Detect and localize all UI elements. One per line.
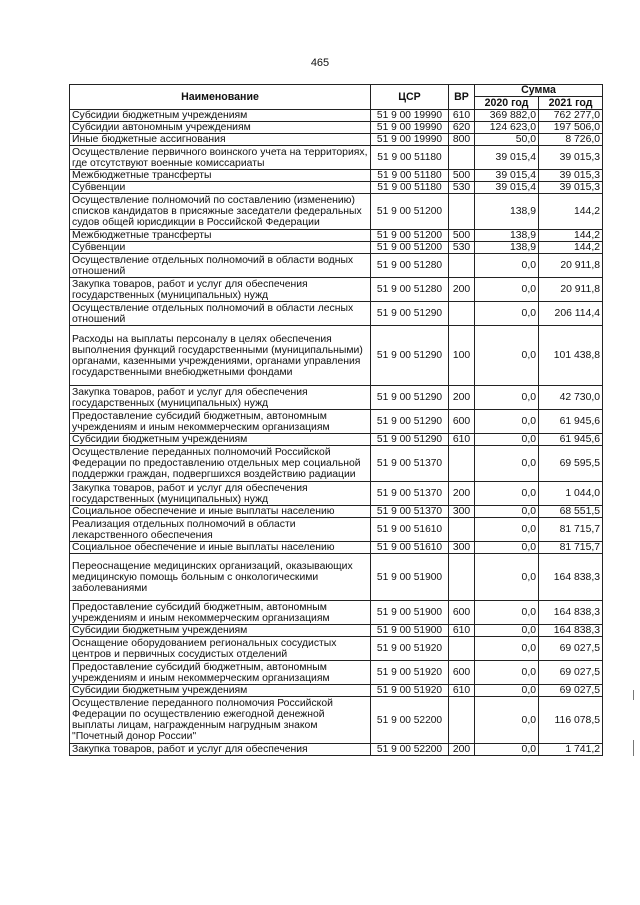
row-amount-2020: 0,0 bbox=[475, 446, 539, 482]
row-csr: 51 9 00 51900 bbox=[371, 601, 449, 625]
row-name: Осуществление полномочий по составлению (изменению) списков кандидатов в присяжные заседатели федеральных судов общей юрисдикции в Российской Федерации bbox=[70, 194, 371, 230]
row-amount-2021: 39 015,3 bbox=[539, 182, 603, 194]
row-name: Реализация отдельных полномочий в области лекарственного обеспечения bbox=[70, 518, 371, 542]
table-header bbox=[70, 85, 603, 110]
row-csr: 51 9 00 51920 bbox=[371, 661, 449, 685]
row-amount-2020: 50,0 bbox=[475, 134, 539, 146]
row-amount-2021: 206 114,4 bbox=[539, 302, 603, 326]
row-vr: 200 bbox=[449, 386, 475, 410]
row-vr bbox=[449, 302, 475, 326]
row-csr: 51 9 00 51200 bbox=[371, 230, 449, 242]
row-amount-2020: 0,0 bbox=[475, 661, 539, 685]
row-amount-2020: 369 882,0 bbox=[475, 110, 539, 122]
row-name: Переоснащение медицинских организаций, оказывающих медицинскую помощь больным с онкологическими заболеваниями bbox=[70, 554, 371, 601]
row-vr: 600 bbox=[449, 410, 475, 434]
table-row bbox=[70, 194, 603, 230]
row-vr bbox=[449, 518, 475, 542]
row-csr: 51 9 00 19990 bbox=[371, 134, 449, 146]
row-vr bbox=[449, 254, 475, 278]
row-vr: 200 bbox=[449, 278, 475, 302]
row-amount-2021: 68 551,5 bbox=[539, 506, 603, 518]
row-csr: 51 9 00 51180 bbox=[371, 182, 449, 194]
row-amount-2020: 0,0 bbox=[475, 386, 539, 410]
header-year-2021: 2021 год bbox=[539, 97, 603, 110]
header-name: Наименование bbox=[70, 85, 371, 110]
row-name: Предоставление субсидий бюджетным, автономным учреждениям и иным некоммерческим организациям bbox=[70, 410, 371, 434]
row-csr: 51 9 00 51200 bbox=[371, 242, 449, 254]
row-vr bbox=[449, 194, 475, 230]
row-name: Закупка товаров, работ и услуг для обеспечения государственных (муниципальных) нужд bbox=[70, 278, 371, 302]
row-amount-2020: 0,0 bbox=[475, 554, 539, 601]
row-amount-2021: 8 726,0 bbox=[539, 134, 603, 146]
row-csr: 51 9 00 51920 bbox=[371, 637, 449, 661]
row-name: Субвенции bbox=[70, 182, 371, 194]
row-amount-2020: 0,0 bbox=[475, 685, 539, 697]
row-vr: 610 bbox=[449, 625, 475, 637]
row-csr: 51 9 00 52200 bbox=[371, 744, 449, 756]
row-amount-2021: 81 715,7 bbox=[539, 518, 603, 542]
row-amount-2021: 69 027,5 bbox=[539, 685, 603, 697]
row-csr: 51 9 00 51290 bbox=[371, 326, 449, 386]
row-vr bbox=[449, 697, 475, 744]
row-amount-2021: 39 015,3 bbox=[539, 146, 603, 170]
row-amount-2020: 0,0 bbox=[475, 434, 539, 446]
row-csr: 51 9 00 51280 bbox=[371, 278, 449, 302]
row-vr bbox=[449, 554, 475, 601]
row-name: Оснащение оборудованием региональных сосудистых центров и первичных сосудистых отделений bbox=[70, 637, 371, 661]
row-name: Субсидии бюджетным учреждениям bbox=[70, 110, 371, 122]
row-vr: 500 bbox=[449, 170, 475, 182]
table-row bbox=[70, 744, 603, 756]
row-vr bbox=[449, 146, 475, 170]
row-amount-2020: 0,0 bbox=[475, 326, 539, 386]
row-vr: 500 bbox=[449, 230, 475, 242]
row-amount-2020: 39 015,4 bbox=[475, 146, 539, 170]
row-amount-2020: 0,0 bbox=[475, 542, 539, 554]
row-csr: 51 9 00 51370 bbox=[371, 446, 449, 482]
row-amount-2021: 101 438,8 bbox=[539, 326, 603, 386]
row-amount-2020: 0,0 bbox=[475, 302, 539, 326]
row-amount-2021: 164 838,3 bbox=[539, 601, 603, 625]
table-row bbox=[70, 637, 603, 661]
table-row bbox=[70, 410, 603, 434]
row-csr: 51 9 00 51610 bbox=[371, 542, 449, 554]
row-amount-2021: 1 741,2 bbox=[539, 744, 603, 756]
row-amount-2021: 762 277,0 bbox=[539, 110, 603, 122]
row-amount-2020: 138,9 bbox=[475, 194, 539, 230]
row-amount-2021: 116 078,5 bbox=[539, 697, 603, 744]
row-amount-2020: 138,9 bbox=[475, 230, 539, 242]
row-amount-2020: 39 015,4 bbox=[475, 170, 539, 182]
row-amount-2021: 39 015,3 bbox=[539, 170, 603, 182]
row-vr: 600 bbox=[449, 601, 475, 625]
row-amount-2020: 0,0 bbox=[475, 625, 539, 637]
row-amount-2020: 0,0 bbox=[475, 697, 539, 744]
scan-edge-mark bbox=[633, 690, 634, 700]
row-name: Социальное обеспечение и иные выплаты населению bbox=[70, 506, 371, 518]
row-name: Закупка товаров, работ и услуг для обеспечения bbox=[70, 744, 371, 756]
row-vr: 300 bbox=[449, 542, 475, 554]
row-name: Осуществление отдельных полномочий в области водных отношений bbox=[70, 254, 371, 278]
row-vr: 200 bbox=[449, 482, 475, 506]
row-amount-2021: 61 945,6 bbox=[539, 410, 603, 434]
table-row bbox=[70, 110, 603, 122]
table-body bbox=[70, 110, 603, 756]
row-amount-2021: 69 595,5 bbox=[539, 446, 603, 482]
table-row bbox=[70, 326, 603, 386]
table-row bbox=[70, 278, 603, 302]
row-csr: 51 9 00 51280 bbox=[371, 254, 449, 278]
header-csr: ЦСР bbox=[371, 85, 449, 110]
row-vr: 800 bbox=[449, 134, 475, 146]
table-row bbox=[70, 254, 603, 278]
row-amount-2020: 0,0 bbox=[475, 278, 539, 302]
row-name: Закупка товаров, работ и услуг для обеспечения государственных (муниципальных) нужд bbox=[70, 386, 371, 410]
row-amount-2020: 0,0 bbox=[475, 410, 539, 434]
row-name: Социальное обеспечение и иные выплаты населению bbox=[70, 542, 371, 554]
row-amount-2020: 124 623,0 bbox=[475, 122, 539, 134]
table-row bbox=[70, 302, 603, 326]
row-vr: 610 bbox=[449, 110, 475, 122]
page-number: 465 bbox=[310, 57, 330, 69]
row-amount-2020: 0,0 bbox=[475, 601, 539, 625]
table-row bbox=[70, 434, 603, 446]
row-csr: 51 9 00 19990 bbox=[371, 110, 449, 122]
row-name: Субвенции bbox=[70, 242, 371, 254]
row-amount-2020: 0,0 bbox=[475, 518, 539, 542]
row-amount-2021: 20 911,8 bbox=[539, 278, 603, 302]
row-amount-2020: 0,0 bbox=[475, 254, 539, 278]
row-vr bbox=[449, 637, 475, 661]
row-amount-2021: 164 838,3 bbox=[539, 625, 603, 637]
table-row bbox=[70, 661, 603, 685]
row-csr: 51 9 00 51370 bbox=[371, 506, 449, 518]
row-csr: 51 9 00 51900 bbox=[371, 554, 449, 601]
row-amount-2020: 0,0 bbox=[475, 744, 539, 756]
row-name: Межбюджетные трансферты bbox=[70, 170, 371, 182]
row-vr: 610 bbox=[449, 434, 475, 446]
table-row bbox=[70, 386, 603, 410]
row-amount-2021: 61 945,6 bbox=[539, 434, 603, 446]
row-csr: 51 9 00 19990 bbox=[371, 122, 449, 134]
row-amount-2021: 1 044,0 bbox=[539, 482, 603, 506]
table-row bbox=[70, 554, 603, 601]
row-name: Субсидии бюджетным учреждениям bbox=[70, 685, 371, 697]
table-row bbox=[70, 518, 603, 542]
row-vr: 300 bbox=[449, 506, 475, 518]
row-vr: 600 bbox=[449, 661, 475, 685]
scan-edge-mark bbox=[633, 740, 634, 756]
row-csr: 51 9 00 51200 bbox=[371, 194, 449, 230]
row-amount-2021: 69 027,5 bbox=[539, 661, 603, 685]
table-row bbox=[70, 482, 603, 506]
row-name: Осуществление переданных полномочий Российской Федерации по предоставлению отдельных мер социальной поддержки граждан, подвергшихся воздействию радиации bbox=[70, 446, 371, 482]
row-name: Субсидии бюджетным учреждениям bbox=[70, 625, 371, 637]
row-amount-2020: 0,0 bbox=[475, 506, 539, 518]
table-row bbox=[70, 685, 603, 697]
row-amount-2021: 144,2 bbox=[539, 242, 603, 254]
row-csr: 51 9 00 51290 bbox=[371, 434, 449, 446]
table-row bbox=[70, 134, 603, 146]
row-name: Межбюджетные трансферты bbox=[70, 230, 371, 242]
row-amount-2021: 42 730,0 bbox=[539, 386, 603, 410]
table-row bbox=[70, 542, 603, 554]
table-row bbox=[70, 601, 603, 625]
row-csr: 51 9 00 51290 bbox=[371, 386, 449, 410]
row-name: Закупка товаров, работ и услуг для обеспечения государственных (муниципальных) нужд bbox=[70, 482, 371, 506]
row-vr: 100 bbox=[449, 326, 475, 386]
row-name: Осуществление переданного полномочия Российской Федерации по осуществлению ежегодной денежной выплаты лицам, награжденным нагрудным знаком "Почетный донор России" bbox=[70, 697, 371, 744]
row-name: Субсидии автономным учреждениям bbox=[70, 122, 371, 134]
row-vr: 530 bbox=[449, 242, 475, 254]
row-amount-2021: 144,2 bbox=[539, 194, 603, 230]
row-name: Осуществление первичного воинского учета на территориях, где отсутствуют военные комиссариаты bbox=[70, 146, 371, 170]
row-amount-2021: 81 715,7 bbox=[539, 542, 603, 554]
row-amount-2020: 0,0 bbox=[475, 637, 539, 661]
row-name: Субсидии бюджетным учреждениям bbox=[70, 434, 371, 446]
row-csr: 51 9 00 51290 bbox=[371, 410, 449, 434]
row-amount-2020: 138,9 bbox=[475, 242, 539, 254]
row-csr: 51 9 00 51290 bbox=[371, 302, 449, 326]
header-vr: ВР bbox=[449, 85, 475, 110]
row-vr: 610 bbox=[449, 685, 475, 697]
table-row bbox=[70, 506, 603, 518]
row-name: Предоставление субсидий бюджетным, автономным учреждениям и иным некоммерческим организациям bbox=[70, 661, 371, 685]
table-row bbox=[70, 625, 603, 637]
table-row bbox=[70, 230, 603, 242]
row-csr: 51 9 00 51370 bbox=[371, 482, 449, 506]
row-amount-2020: 0,0 bbox=[475, 482, 539, 506]
row-csr: 51 9 00 51180 bbox=[371, 146, 449, 170]
row-vr: 620 bbox=[449, 122, 475, 134]
header-year-2020: 2020 год bbox=[475, 97, 539, 110]
row-vr: 200 bbox=[449, 744, 475, 756]
row-csr: 51 9 00 51610 bbox=[371, 518, 449, 542]
row-name: Иные бюджетные ассигнования bbox=[70, 134, 371, 146]
row-amount-2020: 39 015,4 bbox=[475, 182, 539, 194]
table-row bbox=[70, 146, 603, 170]
row-amount-2021: 20 911,8 bbox=[539, 254, 603, 278]
table-row bbox=[70, 242, 603, 254]
row-csr: 51 9 00 51920 bbox=[371, 685, 449, 697]
row-csr: 51 9 00 51180 bbox=[371, 170, 449, 182]
row-amount-2021: 164 838,3 bbox=[539, 554, 603, 601]
table-row bbox=[70, 122, 603, 134]
row-amount-2021: 69 027,5 bbox=[539, 637, 603, 661]
row-csr: 51 9 00 51900 bbox=[371, 625, 449, 637]
row-amount-2021: 144,2 bbox=[539, 230, 603, 242]
row-name: Осуществление отдельных полномочий в области лесных отношений bbox=[70, 302, 371, 326]
budget-table bbox=[69, 84, 603, 756]
table-row bbox=[70, 697, 603, 744]
header-sum: Сумма bbox=[475, 85, 603, 97]
table-row bbox=[70, 446, 603, 482]
row-name: Расходы на выплаты персоналу в целях обеспечения выполнения функций государственными (муниципальными) органами, казенными учреждениями, органами управления государственными внебюджетными фондами bbox=[70, 326, 371, 386]
row-amount-2021: 197 506,0 bbox=[539, 122, 603, 134]
row-csr: 51 9 00 52200 bbox=[371, 697, 449, 744]
row-name: Предоставление субсидий бюджетным, автономным учреждениям и иным некоммерческим организациям bbox=[70, 601, 371, 625]
table-row bbox=[70, 182, 603, 194]
row-vr bbox=[449, 446, 475, 482]
row-vr: 530 bbox=[449, 182, 475, 194]
table-row bbox=[70, 170, 603, 182]
